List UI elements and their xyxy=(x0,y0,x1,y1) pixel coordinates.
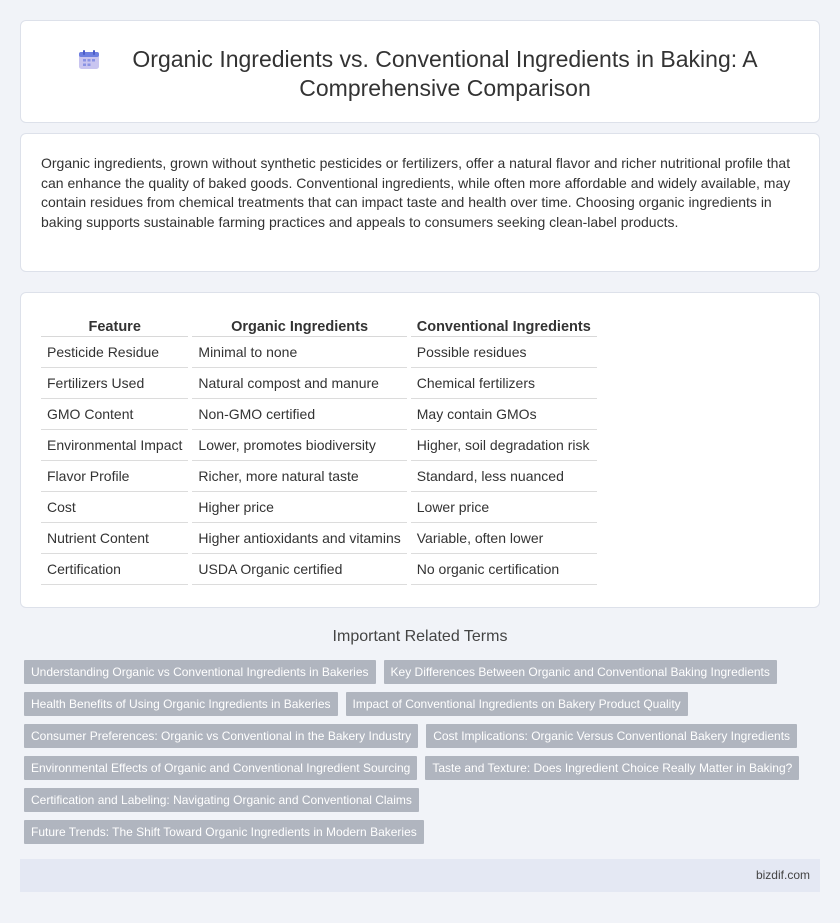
related-term-link[interactable]: Taste and Texture: Does Ingredient Choice Really Matter in Baking? xyxy=(425,756,799,780)
footer xyxy=(20,859,820,892)
table-cell: Higher, soil degradation risk xyxy=(411,430,597,461)
table-row xyxy=(41,430,597,461)
column-header-organic: Organic Ingredients xyxy=(192,315,406,337)
table-cell: Pesticide Residue xyxy=(41,337,188,368)
title-card xyxy=(20,20,820,123)
table-cell: Lower, promotes biodiversity xyxy=(192,430,406,461)
table-row xyxy=(41,492,597,523)
table-cell: Higher price xyxy=(192,492,406,523)
intro-paragraph: Organic ingredients, grown without synthetic pesticides or fertilizers, offer a natural flavor and richer nutritional profile that can enhance the quality of baked goods. Conventional ingredients, while often more affordable and widely available, may contain residues from chemical treatments that can impact taste and health over time. Choosing organic ingredients in baking supports sustainable farming practices and appeals to consumers seeking clean-label products. xyxy=(41,155,791,230)
table-cell: USDA Organic certified xyxy=(192,554,406,585)
table-row xyxy=(41,523,597,554)
table-cell: Lower price xyxy=(411,492,597,523)
table-row xyxy=(41,337,597,368)
related-term-link[interactable]: Key Differences Between Organic and Conventional Baking Ingredients xyxy=(384,660,777,684)
table-cell: GMO Content xyxy=(41,399,188,430)
table-cell: May contain GMOs xyxy=(411,399,597,430)
table-cell: Higher antioxidants and vitamins xyxy=(192,523,406,554)
comparison-card xyxy=(20,292,820,608)
table-row xyxy=(41,461,597,492)
table-cell: Nutrient Content xyxy=(41,523,188,554)
related-term-link[interactable]: Future Trends: The Shift Toward Organic Ingredients in Modern Bakeries xyxy=(24,820,424,844)
table-cell: Cost xyxy=(41,492,188,523)
table-cell: Possible residues xyxy=(411,337,597,368)
table-cell: Fertilizers Used xyxy=(41,368,188,399)
table-row xyxy=(41,368,597,399)
table-row xyxy=(41,554,597,585)
related-term-link[interactable]: Certification and Labeling: Navigating Organic and Conventional Claims xyxy=(24,788,419,812)
related-term-link[interactable]: Health Benefits of Using Organic Ingredients in Bakeries xyxy=(24,692,338,716)
table-cell: Natural compost and manure xyxy=(192,368,406,399)
intro-card xyxy=(20,133,820,272)
table-row xyxy=(41,399,597,430)
table-cell: Flavor Profile xyxy=(41,461,188,492)
related-terms-heading: Important Related Terms xyxy=(332,628,508,645)
table-cell: No organic certification xyxy=(411,554,597,585)
footer-site-name: bizdif.com xyxy=(755,868,810,882)
table-header-row xyxy=(41,315,597,337)
table-cell: Non-GMO certified xyxy=(192,399,406,430)
calendar-icon xyxy=(77,48,101,72)
related-term-link[interactable]: Understanding Organic vs Conventional Ingredients in Bakeries xyxy=(24,660,376,684)
related-terms-list xyxy=(24,660,814,844)
column-header-feature: Feature xyxy=(41,315,188,337)
table-cell: Richer, more natural taste xyxy=(192,461,406,492)
comparison-table xyxy=(37,315,601,585)
related-term-link[interactable]: Consumer Preferences: Organic vs Conventional in the Bakery Industry xyxy=(24,724,418,748)
column-header-conventional: Conventional Ingredients xyxy=(411,315,597,337)
table-cell: Minimal to none xyxy=(192,337,406,368)
related-term-link[interactable]: Environmental Effects of Organic and Conventional Ingredient Sourcing xyxy=(24,756,417,780)
related-term-link[interactable]: Cost Implications: Organic Versus Conventional Bakery Ingredients xyxy=(426,724,797,748)
table-cell: Certification xyxy=(41,554,188,585)
table-cell: Standard, less nuanced xyxy=(411,461,597,492)
related-term-link[interactable]: Impact of Conventional Ingredients on Bakery Product Quality xyxy=(346,692,688,716)
page-title: Organic Ingredients vs. Conventional Ingredients in Baking: A Comprehensive Comparison xyxy=(132,46,758,101)
table-cell: Environmental Impact xyxy=(41,430,188,461)
table-cell: Variable, often lower xyxy=(411,523,597,554)
table-cell: Chemical fertilizers xyxy=(411,368,597,399)
